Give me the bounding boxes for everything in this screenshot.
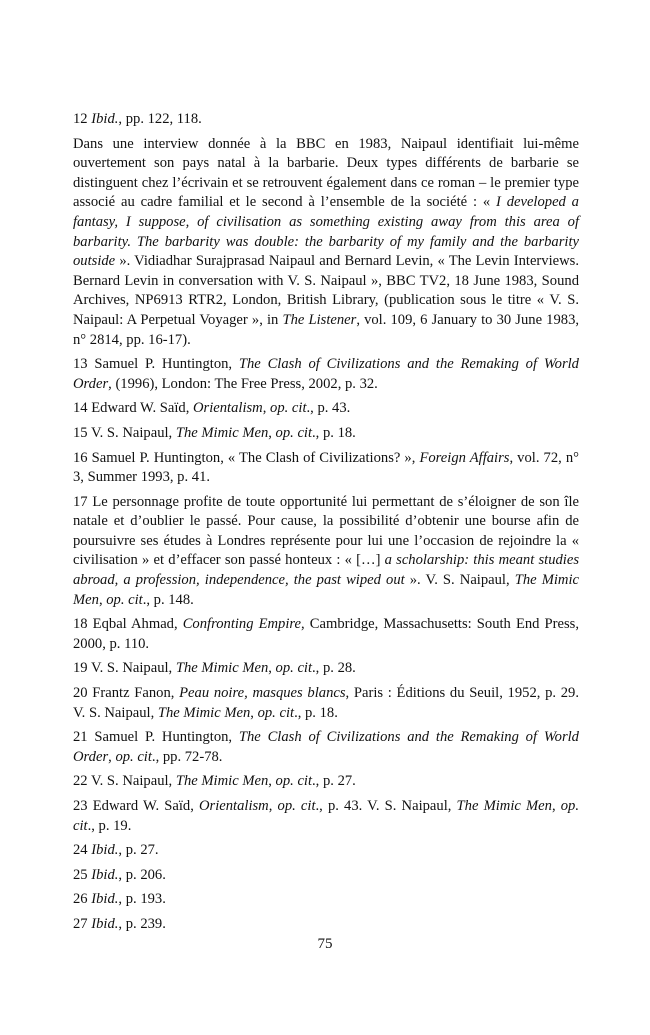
footnote-italic-text: Foreign Affairs	[419, 449, 510, 466]
footnote-text: , Paris : Éditions du Seuil, 1952, p. 29. V. S. Naipaul,	[73, 685, 579, 721]
footnote	[73, 772, 579, 792]
footnote-text: ., p. 148.	[142, 591, 194, 608]
footnote-italic-text: The Mimic Men	[175, 424, 269, 441]
footnote-text: ,	[108, 748, 116, 765]
footnote-text: ., p. 19.	[87, 817, 132, 834]
footnote-italic-text: op. cit	[275, 424, 313, 441]
footnote	[73, 684, 579, 723]
footnote	[73, 424, 579, 444]
footnote-italic-text: Ibid.	[91, 915, 119, 932]
footnote-italic-text: op. cit	[277, 798, 316, 814]
footnote-text: 25	[73, 866, 92, 883]
footnote	[73, 135, 579, 351]
footnote-italic-text: The Mimic Men	[157, 704, 251, 721]
footnote	[73, 890, 579, 910]
footnote-text: , p. 239.	[118, 915, 166, 932]
footnote-italic-text: Ibid.	[91, 842, 119, 859]
footnote-text: 13 Samuel P. Huntington,	[73, 356, 239, 373]
footnote-text: 24	[73, 842, 92, 859]
footnote-italic-text: op. cit	[115, 748, 152, 765]
footnote-italic-text: op. cit	[270, 400, 307, 417]
footnote-text: ,	[268, 660, 276, 677]
footnote-text: 15 V. S. Naipaul,	[73, 424, 176, 441]
footnote-italic-text: Peau noire, masques blancs	[179, 685, 346, 702]
footnote-text: 14 Edward W. Saïd,	[73, 400, 193, 417]
footnote	[73, 841, 579, 861]
footnote	[73, 493, 579, 611]
footnote-text: , p. 27.	[118, 842, 159, 859]
footnotes-section	[73, 110, 579, 940]
footnote-text: ». Vidiadhar Surajprasad Naipaul and Bernard Levin, « The Levin Interviews. Bernard Levin in conversation with V. S. Naipaul », BBC TV2, 18 June 1983, Sound Archives, NP6913 RTR2, London, British Library, (publication sous le titre « V. S. Naipaul: A Perpetual Voyager », in	[73, 253, 579, 328]
footnote-text: ., pp. 72-78.	[151, 748, 223, 765]
footnote-text: , p. 193.	[118, 891, 166, 908]
footnote	[73, 866, 579, 886]
footnote-text: ,	[268, 798, 278, 814]
footnote-text: 23 Edward W. Saïd,	[73, 798, 199, 814]
footnote-italic-text: Ibid.	[91, 866, 119, 883]
footnote-text: , p. 206.	[118, 866, 166, 883]
footnote-text: ». V. S. Naipaul,	[404, 572, 515, 589]
footnote-text: 21 Samuel P. Huntington,	[73, 729, 239, 746]
footnote-italic-text: Orientalism	[199, 798, 269, 814]
footnote-text: 18 Eqbal Ahmad,	[73, 616, 183, 633]
footnote-text: 19 V. S. Naipaul,	[73, 660, 176, 677]
footnote-text: ,	[268, 424, 276, 441]
footnote-italic-text: Orientalism	[193, 400, 263, 417]
footnote	[73, 659, 579, 679]
page-number: 75	[317, 936, 333, 952]
footnote-italic-text: op. cit	[106, 591, 143, 608]
footnote-italic-text: I developed a fantasy, I suppose, of civilisation as something existing away from this area of barbarity. The barbarity was double: the barbarity of my family and the barbarity outside	[73, 194, 579, 270]
footnote-italic-text: The Mimic Men	[73, 572, 579, 608]
footnote-text: , pp. 122, 118.	[118, 111, 202, 127]
footnote-text: ,	[262, 400, 271, 417]
footnote-text: ., p. 28.	[312, 660, 356, 677]
footnote-italic-text: Ibid.	[91, 891, 119, 908]
footnote-text: ., p. 27.	[312, 773, 356, 790]
footnote-text: 17 Le personnage profite de toute opportunité lui permettant de s’éloigner de son île natale et d’oublier le passé. Pour cause, la possibilité d’obtenir une bourse afin de poursuivre ses études à Londres représente pour lui une l’occasion de rejoindre la « civilisation » et d’effacer son passé honteux : « […]	[73, 493, 579, 569]
footnote-italic-text: The Mimic Men	[456, 798, 552, 814]
footnote-italic-text: The Clash of Civilizations and the Remaking of World Order	[73, 356, 579, 392]
footnote-text: ., p. 43.	[306, 400, 351, 417]
footnote-italic-text: The Mimic Men	[175, 660, 269, 677]
footnote-text: 26	[73, 891, 92, 908]
footnote-italic-text: The Listener	[282, 311, 357, 328]
footnote-text: 16 Samuel P. Huntington, « The Clash of Civilizations? »,	[73, 449, 420, 466]
footnote-text: ., p. 18.	[294, 704, 338, 721]
footnote-text: 27	[73, 915, 92, 932]
footnote-italic-text: op. cit	[257, 704, 295, 721]
footnote-text: ,	[250, 704, 258, 721]
footnote-italic-text: Ibid.	[91, 111, 119, 127]
footnote-text: ,	[551, 798, 561, 814]
footnote-italic-text: Confronting Empire	[182, 616, 302, 633]
footnote-italic-text: The Mimic Men	[175, 773, 269, 790]
footnote-text: ,	[98, 591, 107, 608]
footnote	[73, 399, 579, 419]
footnote-text: ., p. 43. V. S. Naipaul,	[315, 798, 457, 814]
footnote-text: ,	[268, 773, 276, 790]
footnote	[73, 110, 579, 130]
footnote-italic-text: op. cit	[275, 773, 313, 790]
footnote-italic-text: a scholarship: this meant studies abroad, a profession, independence, the past wiped out	[73, 552, 579, 589]
footnote-text: , vol. 72, n° 3, Summer 1993, p. 41.	[73, 449, 579, 486]
footnote-text: , vol. 109, 6 January to 30 June 1983, n° 2814, pp. 16-17).	[73, 311, 580, 348]
footnote-text: 20 Frantz Fanon,	[73, 685, 180, 702]
footnote-text: 12	[73, 111, 92, 127]
footnote-text: 22 V. S. Naipaul,	[73, 773, 176, 790]
footnote	[73, 915, 579, 935]
footnote-italic-text: op. cit	[73, 798, 579, 834]
footnote-text: Dans une interview donnée à la BBC en 1983, Naipaul identifiait lui-même ouvertement son pays natal à la barbarie. Deux types différents de barbarie se distinguent chez l’écrivain et se retrouvent également dans ce roman – le premier type associé au cadre familial et le second à l’ensemble de la société : «	[73, 135, 579, 211]
footnote-italic-text: op. cit	[275, 660, 313, 677]
footnote	[73, 449, 579, 488]
footnote	[73, 728, 579, 767]
footnote	[73, 797, 579, 836]
footnote-text: , Cambridge, Massachusetts: South End Press, 2000, p. 110.	[73, 616, 579, 652]
footnote	[73, 615, 579, 654]
footnote-text: , (1996), London: The Free Press, 2002, p. 32.	[108, 375, 378, 392]
footnote-text: ., p. 18.	[312, 424, 356, 441]
footnote	[73, 355, 579, 394]
footnote-italic-text: The Clash of Civilizations and the Remaking of World Order	[73, 729, 579, 765]
